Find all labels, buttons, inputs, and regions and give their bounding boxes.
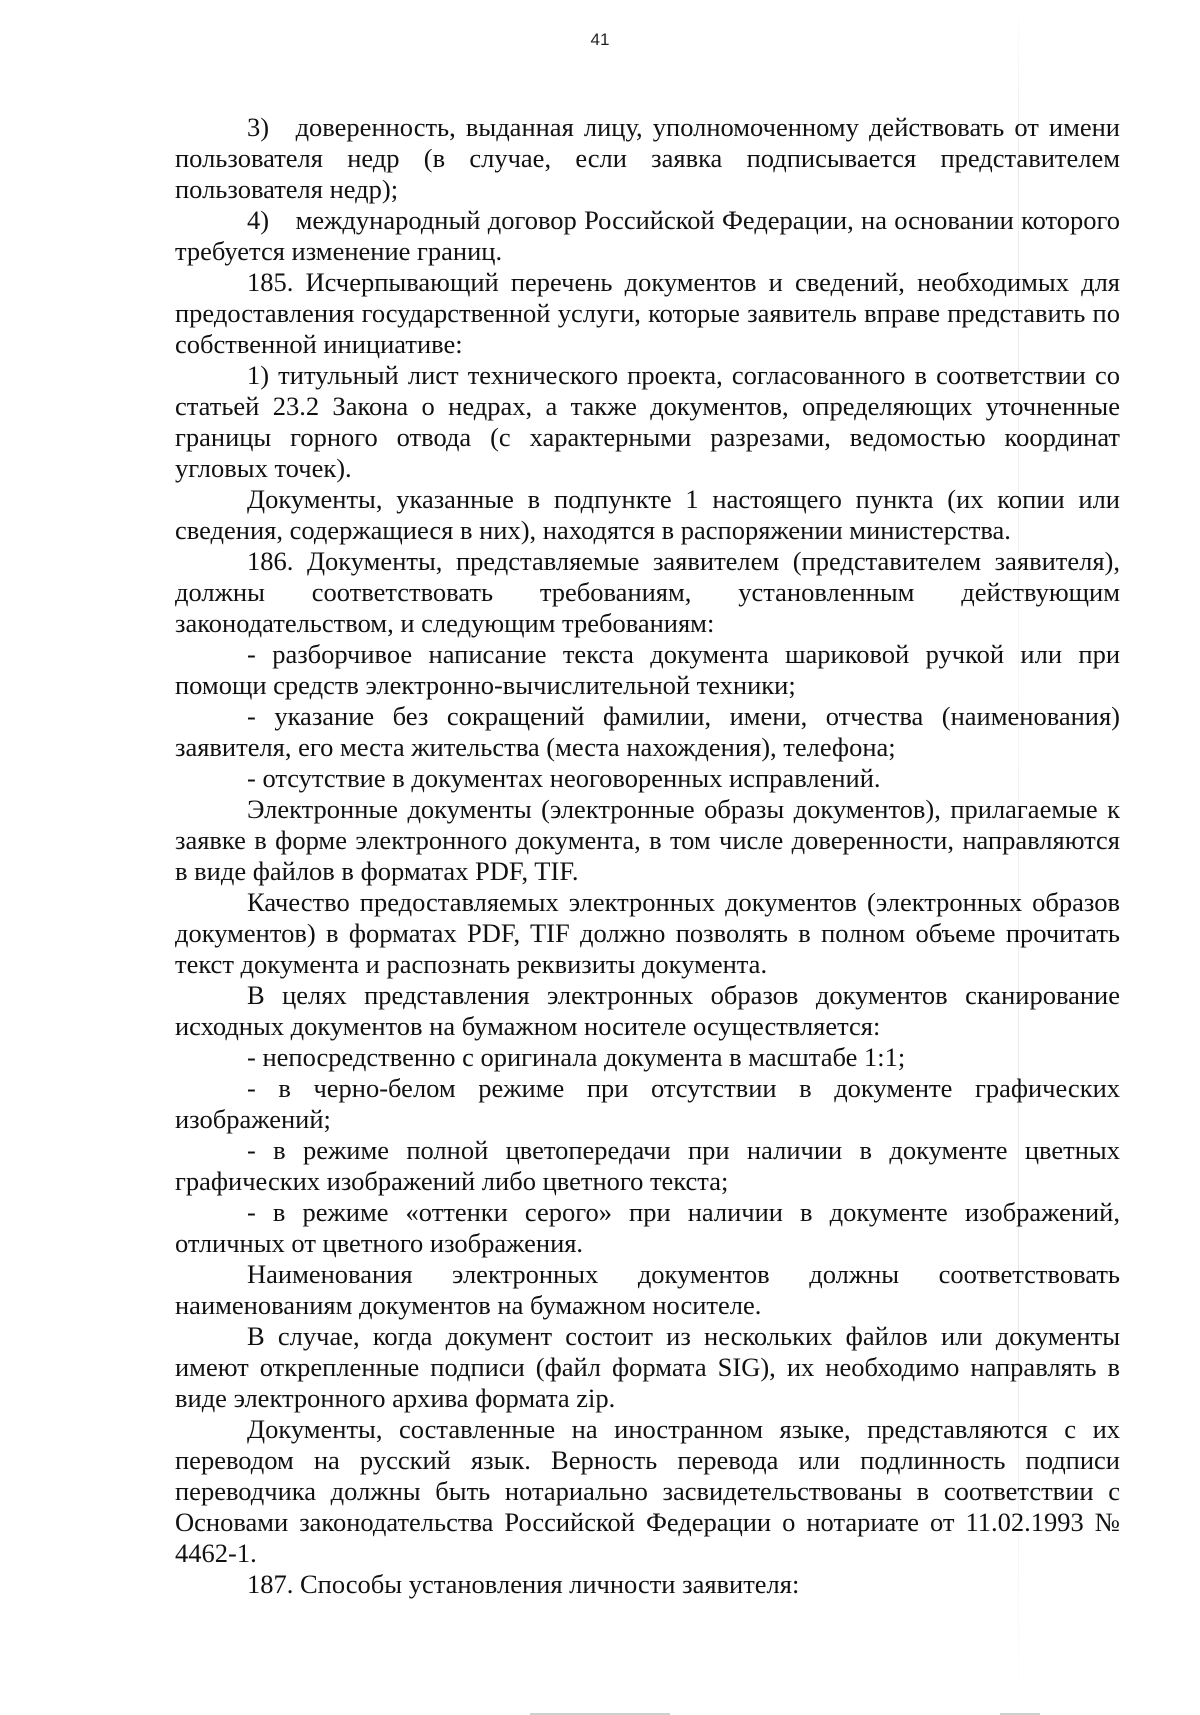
paragraph: 185. Исчерпывающий перечень документов и сведений, необходимых для предоставления государственной услуги, которые заявитель вправе представить по собственной инициативе: — [175, 267, 1120, 359]
paragraph: В целях представления электронных образов документов сканирование исходных документов на бумажном носителе осуществляется: — [175, 980, 1120, 1041]
page-number: 41 — [590, 30, 610, 49]
paragraph: 186. Документы, представляемые заявителем (представителем заявителя), должны соответствовать требованиям, установленным действующим законодательством, и следующим требованиям: — [175, 546, 1120, 638]
paragraph: Качество предоставляемых электронных документов (электронных образов документов) в форматах PDF, TIF должно позволять в полном объеме прочитать текст документа и распознать реквизиты документа. — [175, 887, 1120, 979]
paragraph: 187. Способы установления личности заявителя: — [247, 1569, 800, 1599]
paragraph: - разборчивое написание текста документа шариковой ручкой или при помощи средств электронно-вычислительной техники; — [175, 639, 1120, 700]
document-body — [175, 112, 1120, 1600]
paragraph: Наименования электронных документов должны соответствовать наименованиям документов на бумажном носителе. — [175, 1259, 1120, 1320]
paragraph: - отсутствие в документах неоговоренных исправлений. — [247, 763, 881, 793]
paragraph: - непосредственно с оригинала документа в масштабе 1:1; — [247, 1042, 906, 1072]
paragraph: - в режиме полной цветопередачи при наличии в документе цветных графических изображений либо цветного текста; — [175, 1135, 1120, 1196]
paragraph: 3) доверенность, выданная лицу, уполномоченному действовать от имени пользователя недр (в случае, если заявка подписывается представителем пользователя недр); — [175, 112, 1120, 204]
paragraph: Электронные документы (электронные образы документов), прилагаемые к заявке в форме электронного документа, в том числе доверенности, направляются в виде файлов в форматах PDF, TIF. — [175, 794, 1120, 886]
paragraph: Документы, указанные в подпункте 1 настоящего пункта (их копии или сведения, содержащиеся в них), находятся в распоряжении министерства. — [175, 484, 1120, 545]
paragraph: Документы, составленные на иностранном языке, представляются с их переводом на русский язык. Верность перевода или подлинность подписи переводчика должны быть нотариально засвидетельствованы в соответствии с Основами законодательства Российской Федерации о нотариате от 11.02.1993 № 4462-1. — [175, 1414, 1120, 1568]
paragraph: - указание без сокращений фамилии, имени, отчества (наименования) заявителя, его места жительства (места нахождения), телефона; — [175, 701, 1120, 762]
paragraph: 4) международный договор Российской Федерации, на основании которого требуется изменение границ. — [175, 205, 1120, 266]
paragraph: 1) титульный лист технического проекта, согласованного в соответствии со статьей 23.2 Закона о недрах, а также документов, определяющих уточненные границы горного отвода (с характерными разрезами, ведомостью координат угловых точек). — [175, 360, 1120, 483]
paragraph: В случае, когда документ состоит из нескольких файлов или документы имеют открепленные подписи (файл формата SIG), их необходимо направлять в виде электронного архива формата zip. — [175, 1321, 1120, 1413]
paragraph: - в режиме «оттенки серого» при наличии в документе изображений, отличных от цветного изображения. — [175, 1197, 1120, 1258]
paragraph: - в черно-белом режиме при отсутствии в документе графических изображений; — [175, 1073, 1120, 1134]
